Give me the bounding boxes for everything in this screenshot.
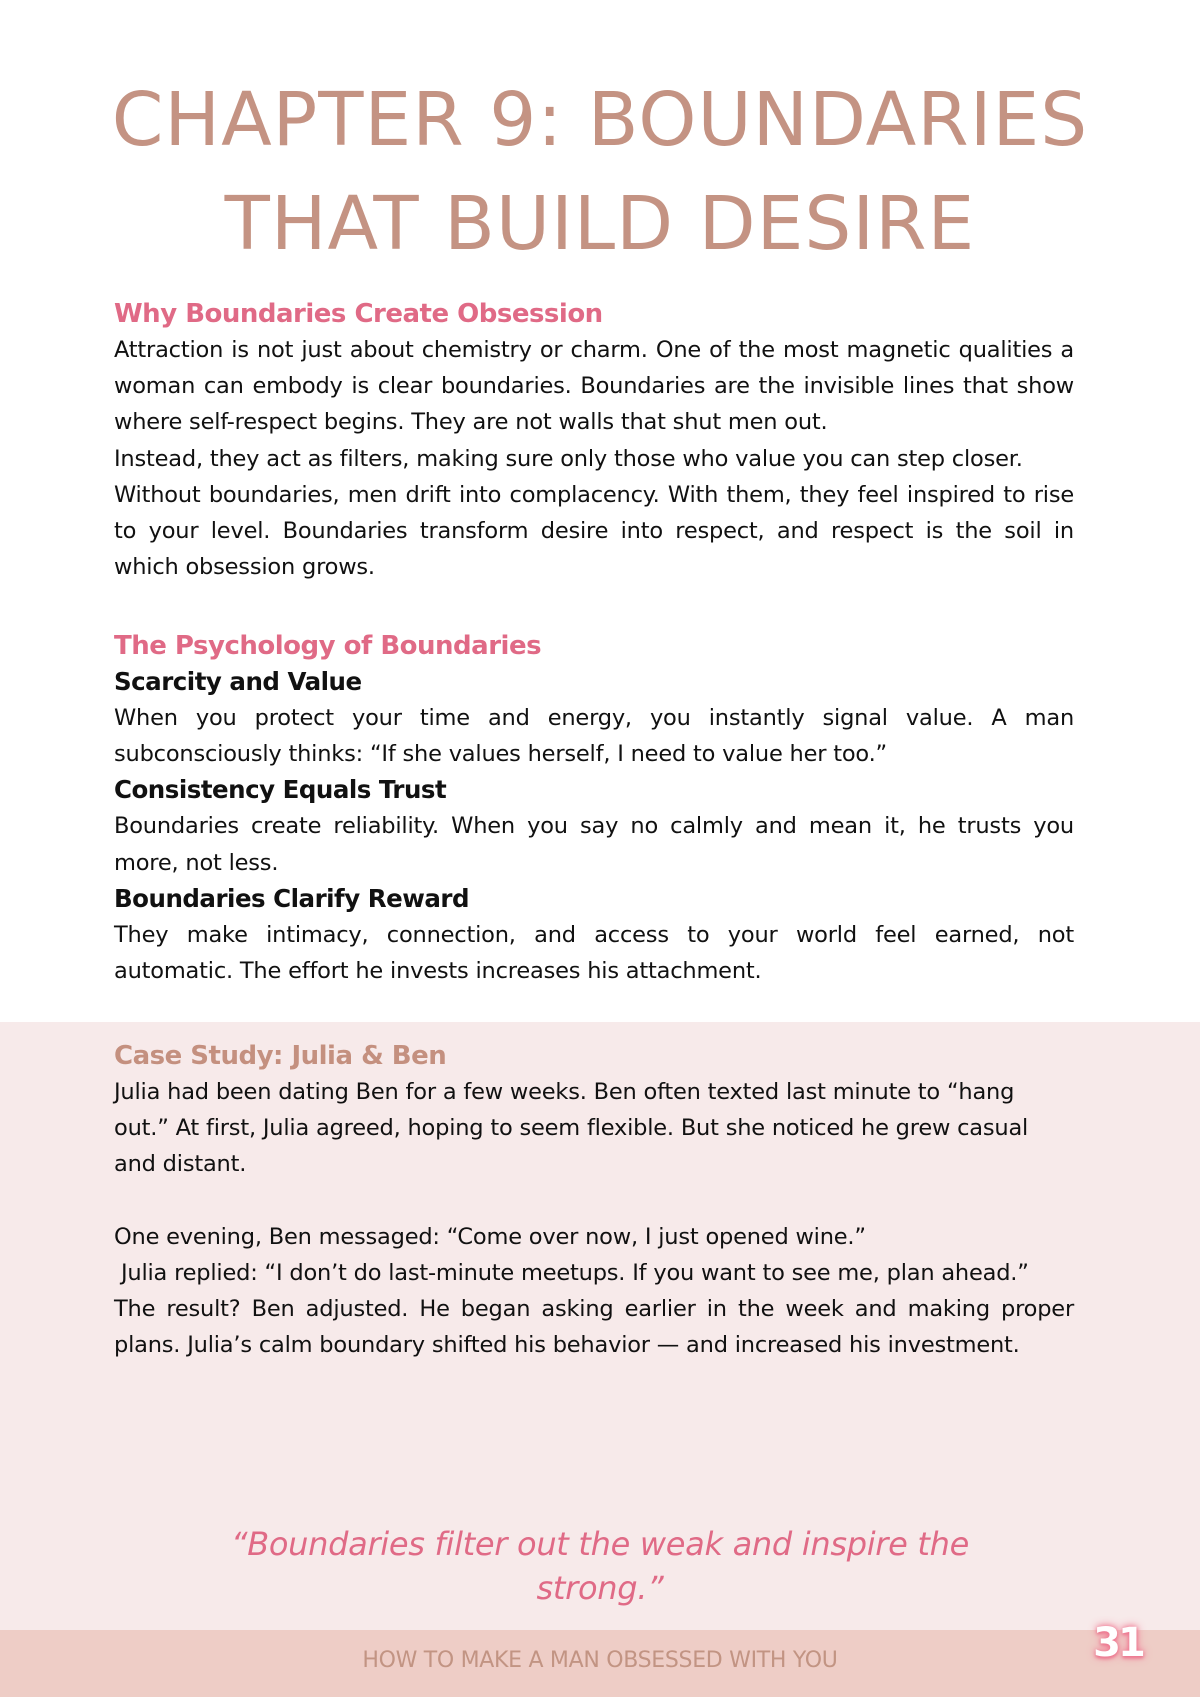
- section-paragraph: Instead, they act as filters, making sure only those who value you can step closer.: [114, 445, 1023, 472]
- section-heading-psychology: The Psychology of Boundaries: [114, 631, 542, 661]
- chapter-title-line-2: THAT BUILD DESIRE: [224, 181, 976, 267]
- subsection-text-reward: They make intimacy, connection, and access to your world feel earned, not automatic. The effort he invests increases his attachment.: [114, 921, 1074, 985]
- chapter-title: [0, 68, 1200, 276]
- section-paragraph: Without boundaries, men drift into complacency. With them, they feel inspired to rise to your level. Boundaries transform desire into respect, and respect is the soil in which obsession grows.: [114, 481, 1074, 581]
- case-study-paragraph: The result? Ben adjusted. He began asking earlier in the week and making proper plans. Julia’s calm boundary shifted his behavior — and increased his investment.: [114, 1296, 1074, 1359]
- subheading-scarcity: Scarcity and Value: [114, 667, 362, 696]
- footer-book-title: HOW TO MAKE A MAN OBSESSED WITH YOU: [362, 1648, 838, 1673]
- footer-band: [0, 1630, 1200, 1697]
- case-study-line: One evening, Ben messaged: “Come over now, I just opened wine.”: [114, 1223, 866, 1250]
- case-study-heading: Case Study: Julia & Ben: [114, 1041, 447, 1071]
- subheading-reward: Boundaries Clarify Reward: [114, 883, 469, 913]
- section-psychology: [114, 628, 1074, 989]
- section-heading-why-boundaries: Why Boundaries Create Obsession: [114, 299, 603, 329]
- case-study: [114, 1038, 1074, 1363]
- chapter-title-line-1: CHAPTER 9: BOUNDARIES: [111, 77, 1089, 163]
- subheading-consistency: Consistency Equals Trust: [114, 775, 447, 805]
- pull-quote: “Boundaries filter out the weak and inspire the strong.”: [230, 1525, 970, 1607]
- subsection-text-scarcity: When you protect your time and energy, you instantly signal value. A man subconsciously thinks: “If she values herself, I need to value her too.”: [114, 705, 1074, 768]
- section-why-boundaries: [114, 296, 1074, 585]
- page-number: 31: [1093, 1620, 1143, 1666]
- case-study-paragraph: Julia had been dating Ben for a few weeks. Ben often texted last minute to “hang out.” At first, Julia agreed, hoping to seem flexible. But she noticed he grew casual and distant.: [114, 1079, 1029, 1178]
- section-paragraph: Attraction is not just about chemistry or charm. One of the most magnetic qualities a woman can embody is clear boundaries. Boundaries are the invisible lines that show where self-respect begins. They are not walls that shut men out.: [114, 337, 1074, 436]
- case-study-line: Julia replied: “I don’t do last-minute meetups. If you want to see me, plan ahead.”: [114, 1259, 1029, 1286]
- subsection-text-consistency: Boundaries create reliability. When you say no calmly and mean it, he trusts you more, not less.: [114, 813, 1074, 876]
